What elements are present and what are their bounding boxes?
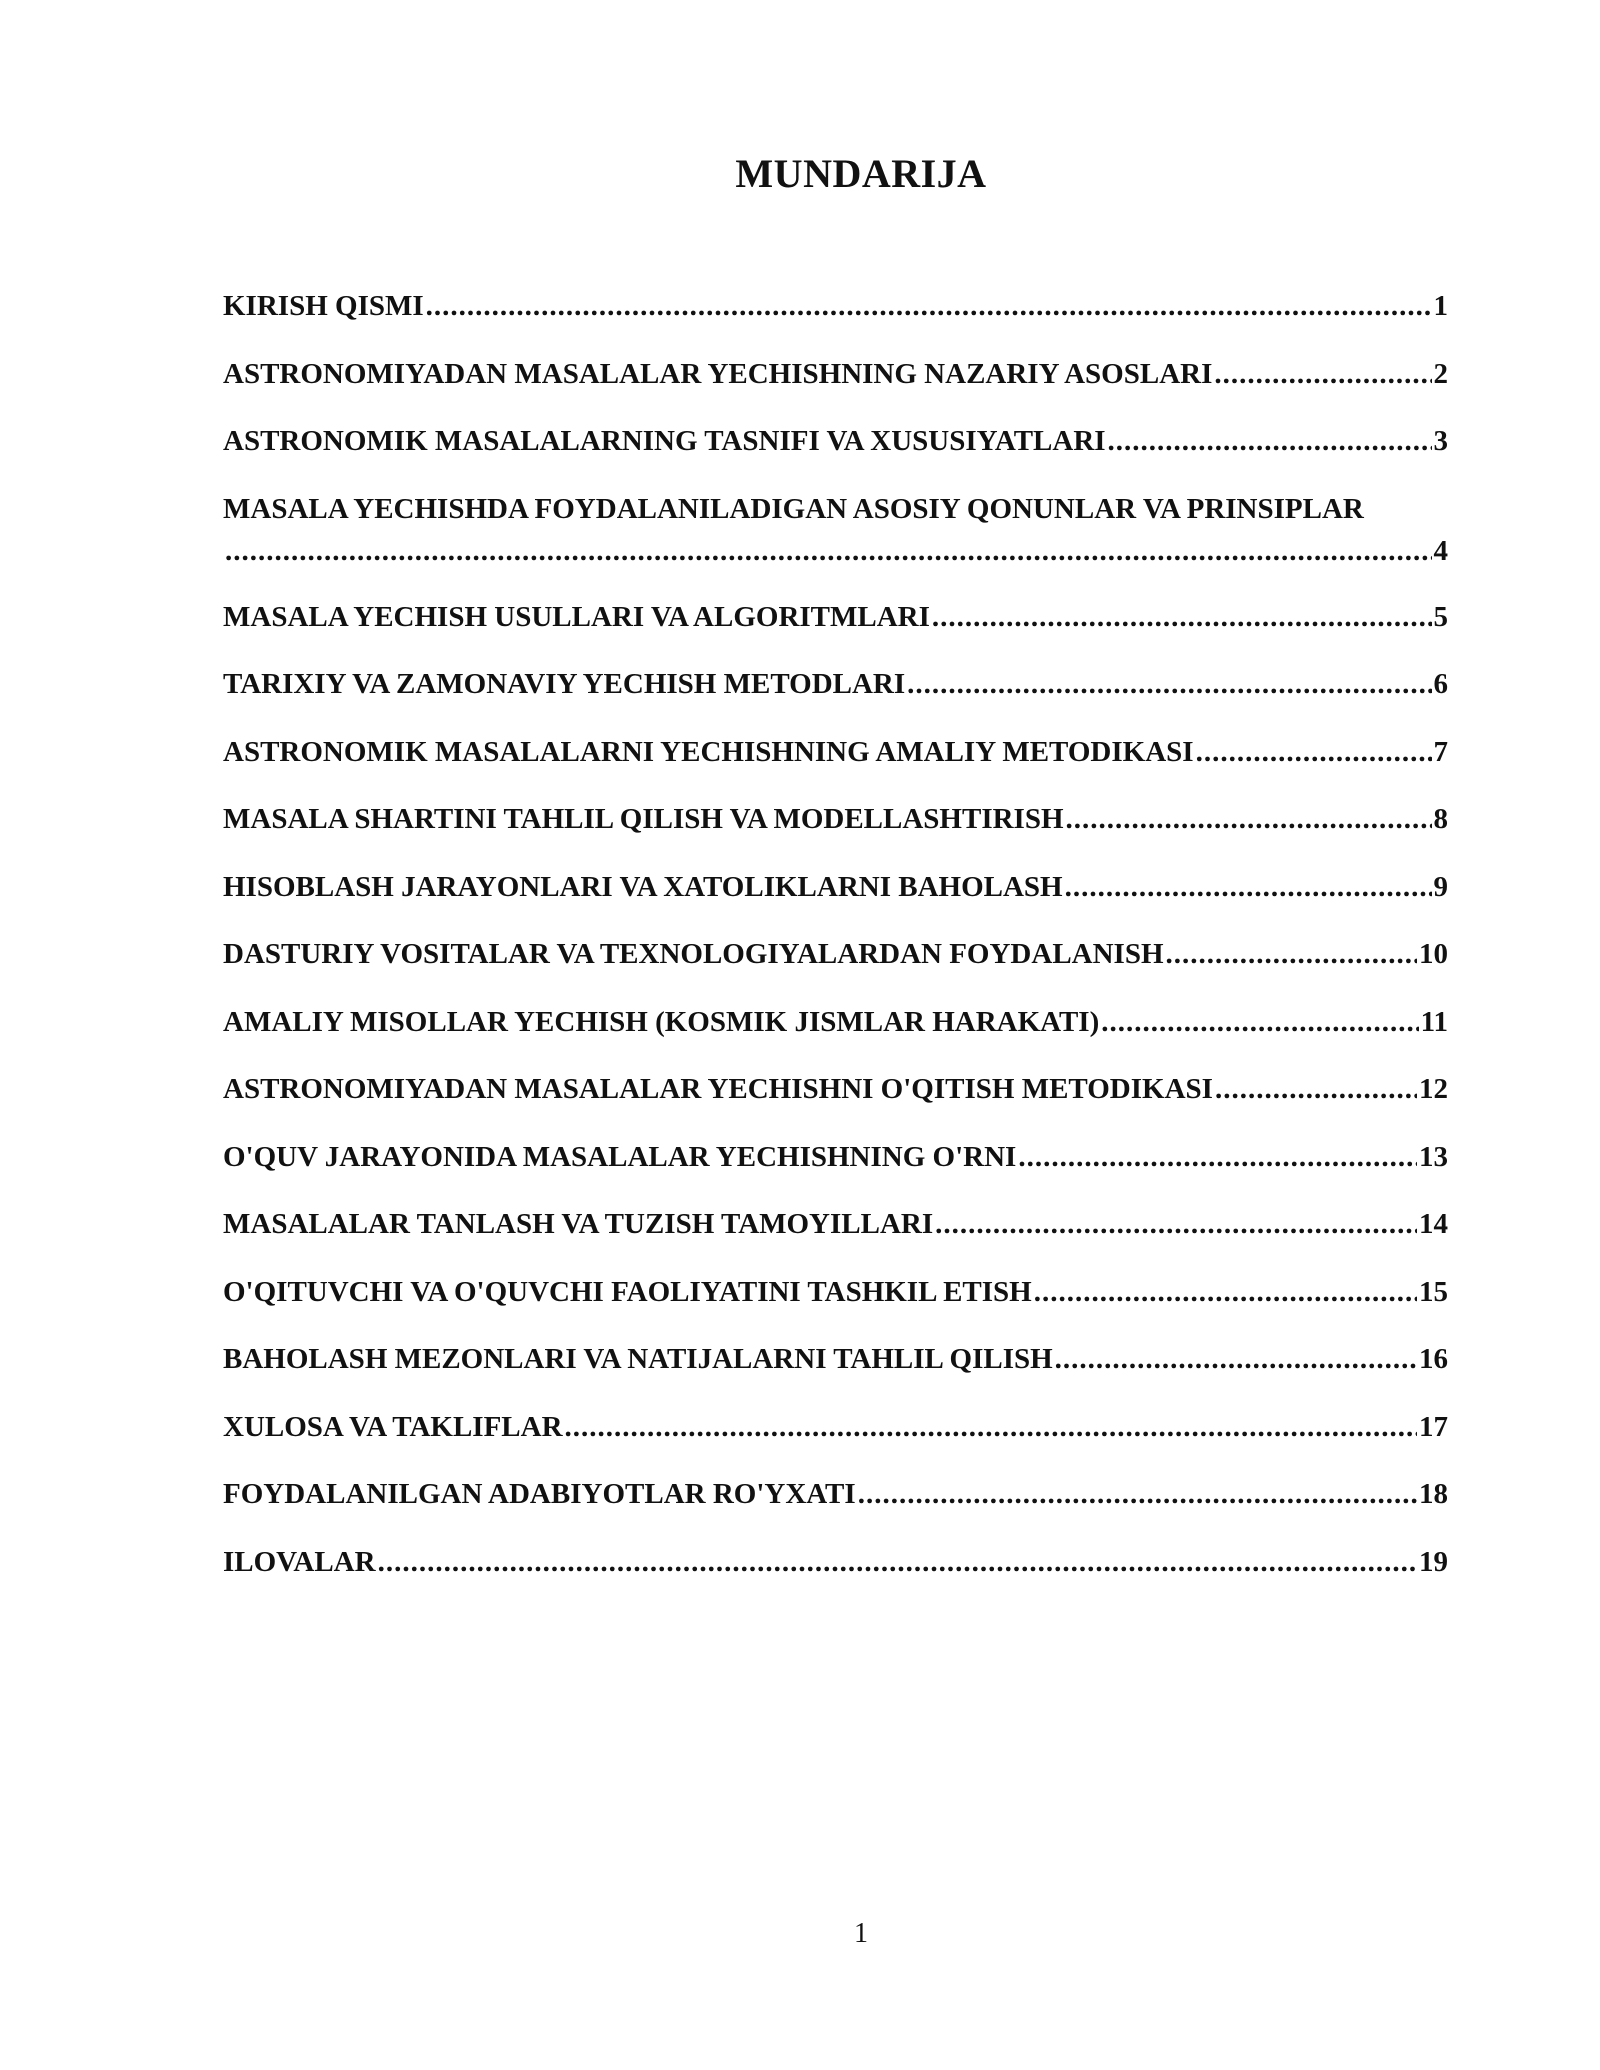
toc-entry[interactable] — [223, 1276, 1448, 1344]
toc-entry[interactable] — [223, 1208, 1448, 1276]
toc-entry-label: ILOVALAR — [223, 1545, 376, 1578]
toc-entry[interactable] — [223, 1006, 1448, 1074]
toc-entry-label: ASTRONOMIYADAN MASALALAR YECHISHNING NAZARIY ASOSLARI — [223, 357, 1213, 390]
toc-dot-leader — [1215, 1073, 1417, 1106]
toc-entry-page: 10 — [1419, 938, 1448, 970]
toc-dot-leader — [225, 535, 1432, 568]
toc-dot-leader — [907, 668, 1431, 701]
toc-entry-label: BAHOLASH MEZONLARI VA NATIJALARNI TAHLIL QILISH — [223, 1343, 1053, 1375]
toc-entry-label: DASTURIY VOSITALAR VA TEXNOLOGIYALARDAN FOYDALANISH — [223, 938, 1164, 970]
toc-entry-page: 11 — [1420, 1005, 1448, 1038]
toc-entry[interactable] — [223, 601, 1448, 669]
toc-entry[interactable] — [223, 871, 1448, 939]
page-title: MUNDARIJA — [735, 151, 987, 196]
page-number: 1 — [854, 1918, 868, 1949]
toc-dot-leader — [1108, 425, 1432, 458]
toc-entry[interactable] — [223, 736, 1448, 804]
toc-entry-page: 8 — [1433, 803, 1448, 835]
toc-entry-page: 3 — [1433, 425, 1448, 457]
toc-dot-leader — [858, 1478, 1417, 1511]
toc-dot-leader — [1214, 358, 1431, 391]
toc-entry-page: 18 — [1419, 1478, 1448, 1510]
toc-entry[interactable] — [223, 1546, 1448, 1614]
toc-entry-label: ASTRONOMIK MASALALARNING TASNIFI VA XUSUSIYATLARI — [223, 425, 1106, 457]
toc-dot-leader — [1166, 938, 1417, 971]
toc-entry-page: 13 — [1419, 1140, 1448, 1173]
toc-entry[interactable] — [223, 668, 1448, 736]
toc-entry-label: KIRISH QISMI — [223, 290, 424, 322]
toc-entry[interactable] — [223, 493, 1448, 601]
toc-entry-label: XULOSA VA TAKLIFLAR — [223, 1410, 563, 1443]
toc-entry-page: 16 — [1419, 1343, 1448, 1375]
toc-entry-page: 5 — [1433, 600, 1448, 633]
toc-dot-leader — [378, 1546, 1417, 1579]
toc-entry[interactable] — [223, 358, 1448, 426]
toc-entry-page: 2 — [1433, 357, 1448, 390]
toc-entry[interactable] — [223, 803, 1448, 871]
toc-entry-page: 4 — [1433, 534, 1448, 567]
toc-entry-page: 19 — [1419, 1545, 1448, 1578]
toc-entry-page: 15 — [1419, 1275, 1448, 1308]
toc-dot-leader — [935, 1208, 1417, 1241]
toc-dot-leader — [1065, 871, 1432, 904]
toc-entry-label: MASALA YECHISH USULLARI VA ALGORITMLARI — [223, 600, 930, 633]
toc-entry[interactable] — [223, 938, 1448, 1006]
toc-entry-label: MASALA SHARTINI TAHLIL QILISH VA MODELLASHTIRISH — [223, 803, 1064, 835]
toc-entry-page: 17 — [1419, 1410, 1448, 1443]
toc-entry-label: TARIXIY VA ZAMONAVIY YECHISH METODLARI — [223, 668, 906, 700]
toc-entry-page: 9 — [1433, 870, 1448, 903]
toc-entry-label: MASALALAR TANLASH VA TUZISH TAMOYILLARI — [223, 1208, 934, 1240]
toc-dot-leader — [1101, 1006, 1418, 1039]
toc-entry-page: 12 — [1419, 1073, 1448, 1105]
toc-entry-label: O'QUV JARAYONIDA MASALALAR YECHISHNING O'RNI — [223, 1140, 1017, 1173]
toc-entry-page: 1 — [1433, 290, 1448, 322]
toc-entry-page: 14 — [1419, 1208, 1448, 1240]
toc-entry-label: AMALIY MISOLLAR YECHISH (KOSMIK JISMLAR HARAKATI) — [223, 1005, 1100, 1038]
toc-entry[interactable] — [223, 1343, 1448, 1411]
toc-dot-leader — [1196, 736, 1432, 769]
toc-entry[interactable] — [223, 1478, 1448, 1546]
toc-entry-page: 6 — [1433, 668, 1448, 700]
toc-entry[interactable] — [223, 1073, 1448, 1141]
toc-entry-label: ASTRONOMIK MASALALARNI YECHISHNING AMALIY METODIKASI — [223, 735, 1194, 768]
toc-entry[interactable] — [223, 290, 1448, 358]
toc-entry-label: ASTRONOMIYADAN MASALALAR YECHISHNI O'QITISH METODIKASI — [223, 1073, 1213, 1105]
toc-dot-leader — [565, 1411, 1417, 1444]
toc-entry-label: MASALA YECHISHDA FOYDALANILADIGAN ASOSIY QONUNLAR VA PRINSIPLAR — [223, 492, 1364, 525]
toc-dot-leader — [1018, 1141, 1417, 1174]
toc-dot-leader — [932, 601, 1432, 634]
toc-entry-page: 7 — [1433, 735, 1448, 768]
toc-dot-leader — [1066, 803, 1432, 836]
toc-entry[interactable] — [223, 1411, 1448, 1479]
toc-entry-label: FOYDALANILGAN ADABIYOTLAR RO'YXATI — [223, 1478, 856, 1510]
toc-entry-label: HISOBLASH JARAYONLARI VA XATOLIKLARNI BAHOLASH — [223, 870, 1063, 903]
toc-entry[interactable] — [223, 1141, 1448, 1209]
toc-entry-continuation — [223, 535, 1448, 568]
table-of-contents — [223, 290, 1448, 1613]
toc-entry[interactable] — [223, 425, 1448, 493]
toc-dot-leader — [1034, 1276, 1417, 1309]
toc-dot-leader — [1055, 1343, 1417, 1376]
toc-entry-label: O'QITUVCHI VA O'QUVCHI FAOLIYATINI TASHKIL ETISH — [223, 1275, 1032, 1308]
toc-dot-leader — [426, 290, 1432, 323]
